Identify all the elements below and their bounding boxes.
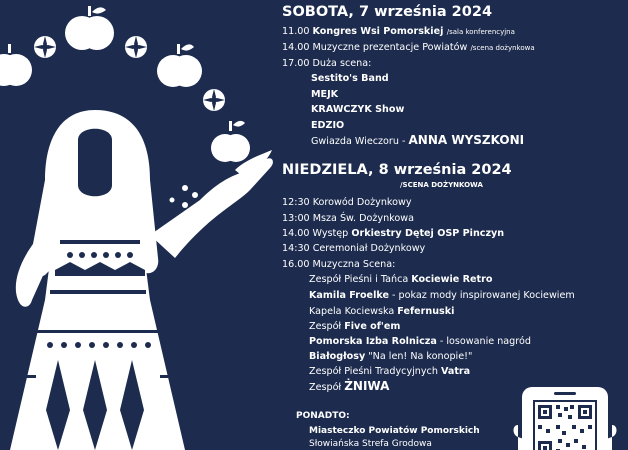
act-name: Five of'em xyxy=(344,321,401,332)
time-label: 12:30 xyxy=(282,197,313,208)
besides-item: Słowiańska Strefa Grodowa xyxy=(309,439,432,449)
event-schedule xyxy=(282,0,628,450)
act-row xyxy=(309,274,492,286)
schedule-row xyxy=(282,58,371,70)
act-post: - pokaz mody inspirowanej Kociewiem xyxy=(388,290,575,301)
schedule-row xyxy=(282,213,414,225)
act-row xyxy=(309,366,470,378)
venue-note: /scena dożynkowa xyxy=(470,44,535,52)
schedule-row xyxy=(282,243,425,255)
time-label: 14.00 xyxy=(282,42,313,53)
schedule-row xyxy=(282,228,504,240)
event-title: Ceremoniał Dożynkowy xyxy=(312,243,426,254)
act-pre: Zespół Pieśni Tradycyjnych xyxy=(309,366,441,377)
act-name: Vatra xyxy=(440,366,471,377)
star-of-evening xyxy=(311,134,524,148)
apple-icon xyxy=(157,44,202,87)
act-row xyxy=(309,380,389,394)
flower-icon xyxy=(125,36,147,58)
act-name: Pomorska Izba Rolnicza xyxy=(309,336,437,347)
apple-icon xyxy=(0,44,32,86)
flower-icon xyxy=(34,36,56,58)
act-name: Białogłosy xyxy=(309,351,366,362)
performer: EDZIO xyxy=(311,120,345,131)
stage-note: /SCENA DOŻYNKOWA xyxy=(400,181,483,189)
act-row xyxy=(309,306,454,318)
star-name: ANNA WYSZKONI xyxy=(408,133,525,147)
event-title: Duża scena: xyxy=(312,58,372,69)
performer: Sestito's Band xyxy=(311,73,389,84)
performer: MEJK xyxy=(311,89,339,100)
sunday-heading: NIEDZIELA, 8 września 2024 xyxy=(282,162,512,178)
act-row xyxy=(309,336,531,348)
schedule-row xyxy=(282,26,515,38)
event-title: Kongres Wsi Pomorskiej xyxy=(312,26,447,37)
besides-item: Miasteczko Powiatów Pomorskich xyxy=(309,426,480,436)
act-pre: Zespół xyxy=(309,321,345,332)
act-row xyxy=(309,290,575,302)
flower-icon xyxy=(203,89,225,111)
time-label: 13:00 xyxy=(282,213,313,224)
schedule-row xyxy=(282,42,535,54)
schedule-row xyxy=(282,259,395,271)
act-name: Fefernuski xyxy=(397,306,455,317)
event-title: Muzyczne prezentacje Powiatów xyxy=(312,42,471,53)
event-title: Korowód Dożynkowy xyxy=(312,197,412,208)
time-label: 16.00 xyxy=(282,259,313,270)
act-pre: Zespół xyxy=(309,382,345,393)
venue-note: /sala konferencyjna xyxy=(446,28,515,36)
act-row xyxy=(309,351,472,363)
act-name: Kociewie Retro xyxy=(411,274,493,285)
performer: KRAWCZYK Show xyxy=(311,104,405,115)
event-title: Msza Św. Dożynkowa xyxy=(312,213,414,224)
schedule-row xyxy=(282,197,412,209)
act-row xyxy=(309,321,400,333)
apple-icon xyxy=(211,121,250,162)
act-name: ŻNIWA xyxy=(344,379,390,393)
time-label: 17.00 xyxy=(282,58,313,69)
event-highlight: Orkiestry Dętej OSP Pinczyn xyxy=(351,228,505,239)
event-title: Muzyczna Scena: xyxy=(312,259,396,270)
act-post: - losowanie nagród xyxy=(436,336,531,347)
apple-icon xyxy=(65,6,114,50)
phone-qr-icon xyxy=(510,385,620,450)
harvest-woman-illustration xyxy=(0,0,280,450)
event-title: Występ xyxy=(312,228,352,239)
time-label: 14:30 xyxy=(282,243,313,254)
saturday-heading: SOBOTA, 7 września 2024 xyxy=(282,4,493,20)
time-label: 11.00 xyxy=(282,26,313,37)
besides-heading: PONADTO: xyxy=(296,411,350,421)
act-pre: Kapela Kociewska xyxy=(309,306,398,317)
act-name: Kamila Froelke xyxy=(309,290,389,301)
star-label: Gwiazda Wieczoru - xyxy=(311,136,409,147)
time-label: 14.00 xyxy=(282,228,313,239)
act-post: "Na len! Na konopie!" xyxy=(365,351,473,362)
act-pre: Zespół Pieśni i Tańca xyxy=(309,274,412,285)
